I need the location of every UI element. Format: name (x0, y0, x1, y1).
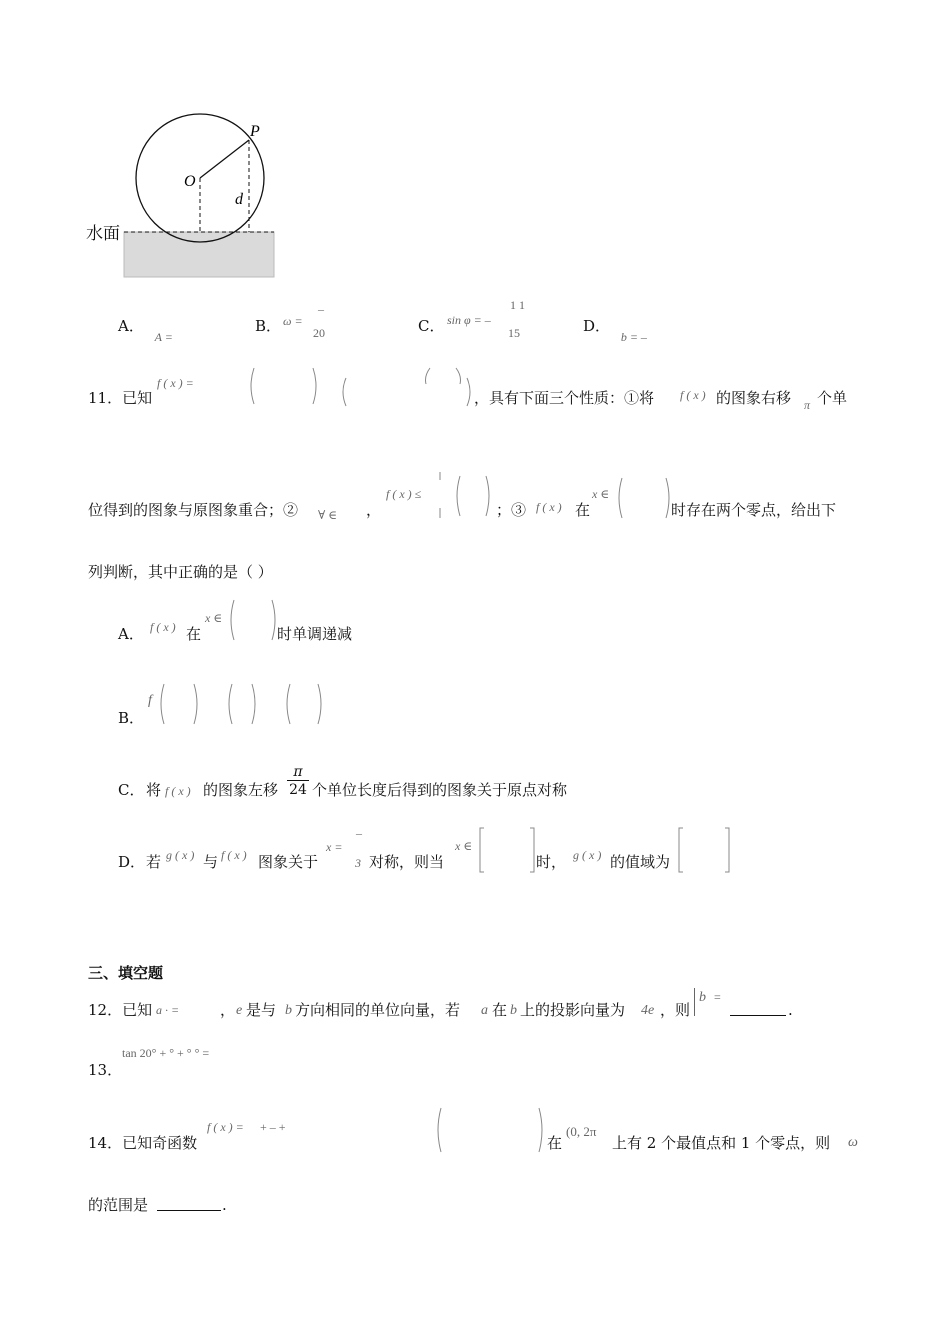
q11-fx3: f ( x ) (536, 500, 562, 514)
q10-option-b (255, 316, 281, 336)
q11-option-a-text: 时单调递减 (277, 625, 353, 643)
q12-text1: ， (220, 1001, 236, 1019)
q11-option-d-gx: g ( x ) (166, 848, 195, 862)
q11-line2-brackets-1 (434, 470, 498, 520)
fraction-den: 24 (289, 782, 307, 798)
q10-option-c-frac-den: 15 (508, 326, 520, 340)
q12-answer-blank[interactable] (730, 1001, 786, 1016)
q12-b1: b (285, 1003, 292, 1018)
q11-line3: 列判断，其中正确的是（ ） (88, 563, 273, 581)
q11-option-c-fraction (287, 764, 309, 799)
q10-option-c-expr: sin φ = – (447, 313, 491, 327)
q11-forall: ∀ ∈ (318, 508, 338, 522)
q11-brackets (245, 362, 475, 410)
q10-option-b-frac-num: – (318, 302, 324, 316)
q12-a2: a (481, 1003, 488, 1018)
q11-option-d-key: D． (118, 853, 146, 871)
q10-option-c (418, 316, 444, 336)
option-key: D． (583, 317, 611, 335)
q11-option-d-xin: x ∈ (455, 839, 473, 853)
q11-option-d-t4: 的值域为 (610, 853, 671, 871)
option-expr: b = – (620, 330, 647, 344)
q10-option-b-frac-den: 20 (313, 326, 325, 340)
q11-line2-brackets-2 (614, 474, 674, 520)
q10-option-b-expr: ω = (283, 314, 303, 328)
q11-option-d-fx: f ( x ) (221, 848, 247, 862)
q12-e: e (236, 1003, 243, 1018)
q14-omega: ω (848, 1135, 858, 1150)
q11-comma: ， (366, 501, 382, 519)
q12-proj: 4e (641, 1003, 655, 1018)
q11-option-c-fx: f ( x ) (165, 784, 191, 798)
q12-a-expr: a · = (156, 1003, 180, 1017)
q11-option-d-t2: 对称，则当 (369, 853, 445, 871)
q14-fx: f ( x ) = (207, 1120, 244, 1134)
q12-b2: b (510, 1003, 517, 1018)
option-expr: A = (154, 330, 173, 344)
q14-number: 14．已知奇函数 (88, 1134, 198, 1152)
q11-text1 (474, 388, 654, 408)
q13-expr: tan 20° + ° + ° ° = (122, 1046, 210, 1060)
q11-at: 在 (575, 501, 591, 519)
water-label: 水面 (86, 224, 120, 244)
q12-babs: b (699, 990, 706, 1005)
label-p: P (250, 123, 260, 140)
q11-option-c-key: C． (118, 781, 145, 799)
option-key: B． (255, 317, 282, 335)
q11-option-d-xeq: x = (326, 840, 343, 854)
q14-text1: 上有 2 个最值点和 1 个零点，则 (612, 1134, 831, 1152)
q11-option-a-at: 在 (186, 625, 202, 643)
q12-text4: 在 (492, 1001, 508, 1019)
q14-line2: 的范围是 (88, 1196, 149, 1214)
label-d: d (235, 191, 243, 208)
q11-line2b: 时存在两个零点，给出下 (671, 501, 837, 519)
q11-option-d-frac-den: 3 (355, 856, 361, 870)
waterwheel-figure (84, 110, 284, 285)
q11-option-d-gx2: g ( x ) (573, 848, 602, 862)
q14-expr: + – + (260, 1120, 286, 1134)
q11-option-b-f: f (148, 693, 152, 708)
q12-text3: 方向相同的单位向量，若 (295, 1001, 461, 1019)
q12-end: . (788, 1001, 793, 1019)
q14-answer-blank[interactable] (157, 1196, 221, 1211)
q11-option-a-key: A． (118, 625, 144, 643)
q11-option-c-text2: 的图象左移 (203, 781, 279, 799)
q12-abs-bar (694, 988, 695, 1016)
q11-option-d-brackets-2 (675, 826, 733, 874)
q11-text2: 的图象右移 (716, 389, 792, 407)
q11-number: 11．已知 (88, 389, 153, 407)
q11-option-b-key: B． (118, 709, 145, 727)
q11-text1-span: ，具有下面三个性质：①将 (474, 389, 655, 407)
q11-fx2: f ( x ) (680, 388, 706, 402)
q10-option-c-frac-num: 1 1 (510, 298, 525, 312)
q14-at: 在 (547, 1134, 563, 1152)
q11-option-d-brackets-1 (476, 826, 538, 874)
q11-option-a-brackets (226, 596, 280, 642)
q10-option-d (583, 316, 647, 344)
q11-fx-le: f ( x ) ≤ (386, 487, 422, 501)
q11-xin: x ∈ (592, 487, 610, 501)
q12-text6: ，则 (660, 1001, 691, 1019)
q11-option-d-yu: 与 (203, 853, 219, 871)
q11-option-d-frac-num: – (356, 826, 362, 840)
q13-number: 13． (88, 1061, 123, 1079)
q12-number: 12．已知 (88, 1001, 153, 1019)
q11-fx: f ( x ) = (157, 376, 194, 390)
q11-pi: π (804, 398, 811, 412)
option-key: A． (118, 317, 144, 335)
q11-option-c-text3: 个单位长度后得到的图象关于原点对称 (312, 781, 568, 799)
fraction-num: π (293, 764, 303, 780)
q14-interval: (0, 2π (566, 1124, 597, 1139)
radius-op (200, 140, 249, 178)
q11-option-b-brackets (156, 680, 328, 726)
q12-text2: 是与 (246, 1001, 277, 1019)
q11-option-d-t1: 图象关于 (258, 853, 319, 871)
label-o: O (184, 173, 196, 190)
q11-semi: ；③ (496, 501, 527, 519)
q11-line2a: 位得到的图象与原图象重合；② (88, 501, 299, 519)
water-block (124, 232, 274, 277)
q12-text5: 上的投影向量为 (520, 1001, 626, 1019)
q11-option-d-ruo: 若 (146, 853, 162, 871)
q12-eq: = (714, 990, 721, 1004)
q14-end: . (222, 1196, 227, 1214)
q11-option-c-text1: 将 (146, 781, 162, 799)
q14-bracket (433, 1106, 547, 1154)
q11-option-a-fx: f ( x ) (150, 620, 176, 634)
q11-option-d-t3: 时， (536, 853, 567, 871)
q11-text3: 个单 (817, 389, 848, 407)
option-key: C． (418, 317, 445, 335)
q11-option-a-xin: x ∈ (205, 611, 223, 625)
q10-option-a (118, 316, 173, 344)
section-3-title: 三、填空题 (88, 964, 164, 982)
